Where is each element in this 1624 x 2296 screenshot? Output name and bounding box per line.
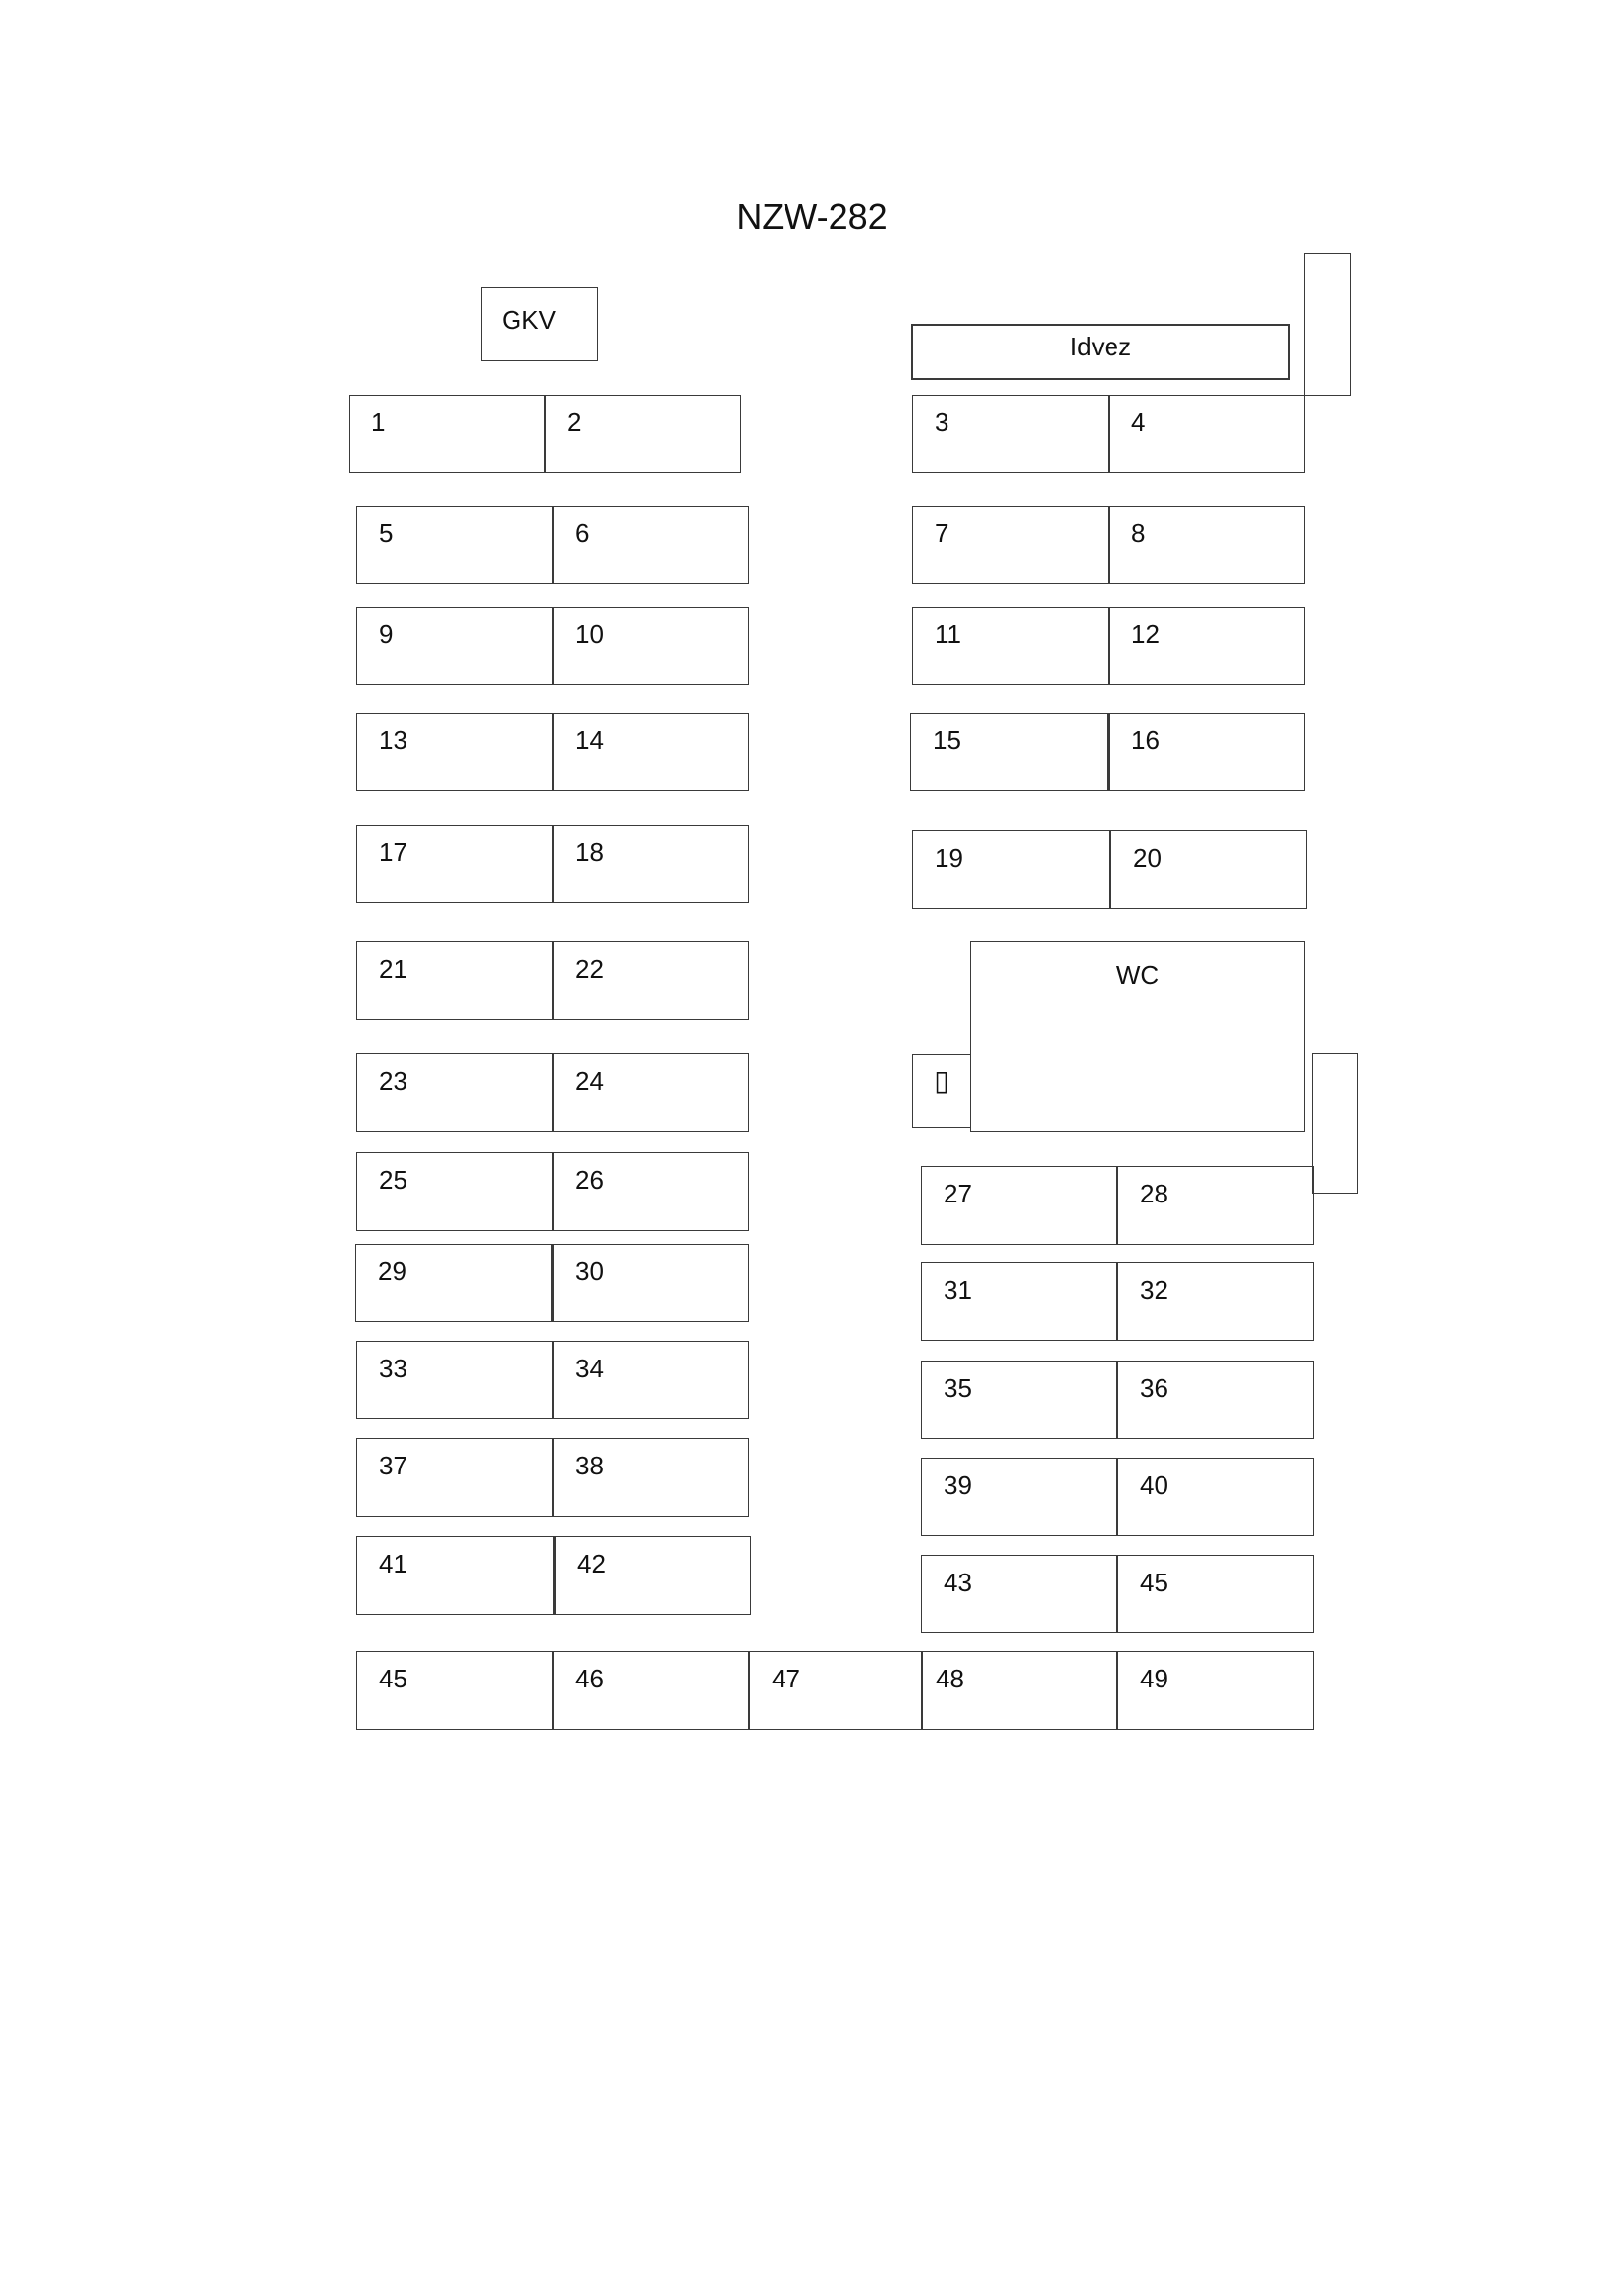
seat-40[interactable] (1117, 1458, 1314, 1536)
seat-number: 43 (944, 1568, 972, 1597)
seat-47[interactable] (749, 1651, 923, 1730)
seat-21[interactable] (356, 941, 553, 1020)
seat-number: 42 (577, 1549, 606, 1578)
seat-number: 20 (1133, 843, 1162, 873)
seat-number: 12 (1131, 619, 1160, 649)
seat-42[interactable] (555, 1536, 751, 1615)
seat-number: 41 (379, 1549, 407, 1578)
seat-number: 5 (379, 518, 394, 548)
seat-27[interactable] (921, 1166, 1117, 1245)
seat-24[interactable] (553, 1053, 749, 1132)
seat-10[interactable] (553, 607, 749, 685)
seat-number: 47 (772, 1664, 800, 1693)
seat-number: 19 (935, 843, 963, 873)
seat-4[interactable] (1109, 395, 1305, 473)
seat-number: 37 (379, 1451, 407, 1480)
seat-22[interactable] (553, 941, 749, 1020)
wc-label: WC (1115, 960, 1160, 989)
seat-number: 27 (944, 1179, 972, 1208)
seat-3[interactable] (912, 395, 1109, 473)
seat-13[interactable] (356, 713, 553, 791)
seat-49[interactable] (1117, 1651, 1314, 1730)
seat-34[interactable] (553, 1341, 749, 1419)
seat-45-right[interactable] (1117, 1555, 1314, 1633)
front-door-panel (1304, 253, 1351, 396)
seat-number: 8 (1131, 518, 1146, 548)
wc-door[interactable] (912, 1054, 971, 1128)
seat-number: 26 (575, 1165, 604, 1195)
seat-number: 2 (568, 407, 582, 437)
seat-31[interactable] (921, 1262, 1117, 1341)
seat-number: 4 (1131, 407, 1146, 437)
seat-43[interactable] (921, 1555, 1117, 1633)
seat-46[interactable] (553, 1651, 749, 1730)
seat-number: 39 (944, 1470, 972, 1500)
seat-37[interactable] (356, 1438, 553, 1517)
seat-6[interactable] (553, 506, 749, 584)
seat-number: 48 (936, 1664, 964, 1693)
seat-number: 13 (379, 725, 407, 755)
seat-1[interactable] (349, 395, 545, 473)
seat-number: 9 (379, 619, 394, 649)
seat-30[interactable] (553, 1244, 749, 1322)
seat-number: 6 (575, 518, 590, 548)
seat-5[interactable] (356, 506, 553, 584)
seat-39[interactable] (921, 1458, 1117, 1536)
seat-32[interactable] (1117, 1262, 1314, 1341)
seat-41[interactable] (356, 1536, 555, 1615)
seat-number: 46 (575, 1664, 604, 1693)
seat-33[interactable] (356, 1341, 553, 1419)
seat-7[interactable] (912, 506, 1109, 584)
seat-number: 21 (379, 954, 407, 984)
seat-number: 16 (1131, 725, 1160, 755)
seat-number: 49 (1140, 1664, 1168, 1693)
seat-12[interactable] (1109, 607, 1305, 685)
seat-number: 22 (575, 954, 604, 984)
seat-19[interactable] (912, 830, 1110, 909)
gkv-label: GKV (502, 305, 556, 335)
seat-28[interactable] (1117, 1166, 1314, 1245)
wc-box (970, 941, 1305, 1132)
seat-number: 10 (575, 619, 604, 649)
seat-number: 30 (575, 1256, 604, 1286)
page-title: NZW-282 (736, 196, 888, 237)
seat-38[interactable] (553, 1438, 749, 1517)
seat-number: 38 (575, 1451, 604, 1480)
seat-number: 28 (1140, 1179, 1168, 1208)
seat-number: 17 (379, 837, 407, 867)
seat-number: 40 (1140, 1470, 1168, 1500)
seat-number: 31 (944, 1275, 972, 1305)
seat-17[interactable] (356, 825, 553, 903)
seat-number: 3 (935, 407, 949, 437)
seat-number: 14 (575, 725, 604, 755)
seat-number: 32 (1140, 1275, 1168, 1305)
seat-9[interactable] (356, 607, 553, 685)
door-icon: ▯ (934, 1064, 949, 1096)
seat-45-back[interactable] (356, 1651, 553, 1730)
seat-16[interactable] (1109, 713, 1305, 791)
seat-36[interactable] (1117, 1361, 1314, 1439)
seat-number: 15 (933, 725, 961, 755)
seat-number: 23 (379, 1066, 407, 1095)
seat-number: 36 (1140, 1373, 1168, 1403)
seat-number: 18 (575, 837, 604, 867)
seat-26[interactable] (553, 1152, 749, 1231)
seat-23[interactable] (356, 1053, 553, 1132)
seat-number: 1 (371, 407, 386, 437)
seat-18[interactable] (553, 825, 749, 903)
gkv-box (481, 287, 598, 361)
seat-20[interactable] (1110, 830, 1307, 909)
seat-number: 34 (575, 1354, 604, 1383)
seat-29[interactable] (355, 1244, 553, 1322)
seat-number: 45 (1140, 1568, 1168, 1597)
idvez-box (911, 324, 1290, 380)
seat-number: 25 (379, 1165, 407, 1195)
seat-number: 35 (944, 1373, 972, 1403)
seat-8[interactable] (1109, 506, 1305, 584)
idvez-label: Idvez (1069, 332, 1132, 361)
seat-11[interactable] (912, 607, 1109, 685)
seat-number: 24 (575, 1066, 604, 1095)
seat-48[interactable] (921, 1651, 1117, 1730)
seat-14[interactable] (553, 713, 749, 791)
seat-25[interactable] (356, 1152, 553, 1231)
seat-number: 11 (935, 619, 961, 649)
seat-number: 33 (379, 1354, 407, 1383)
seat-15[interactable] (910, 713, 1109, 791)
seat-number: 7 (935, 518, 949, 548)
rear-door-panel (1312, 1053, 1358, 1194)
seat-35[interactable] (921, 1361, 1117, 1439)
seat-number: 29 (378, 1256, 406, 1286)
seat-number: 45 (379, 1664, 407, 1693)
seat-2[interactable] (545, 395, 741, 473)
